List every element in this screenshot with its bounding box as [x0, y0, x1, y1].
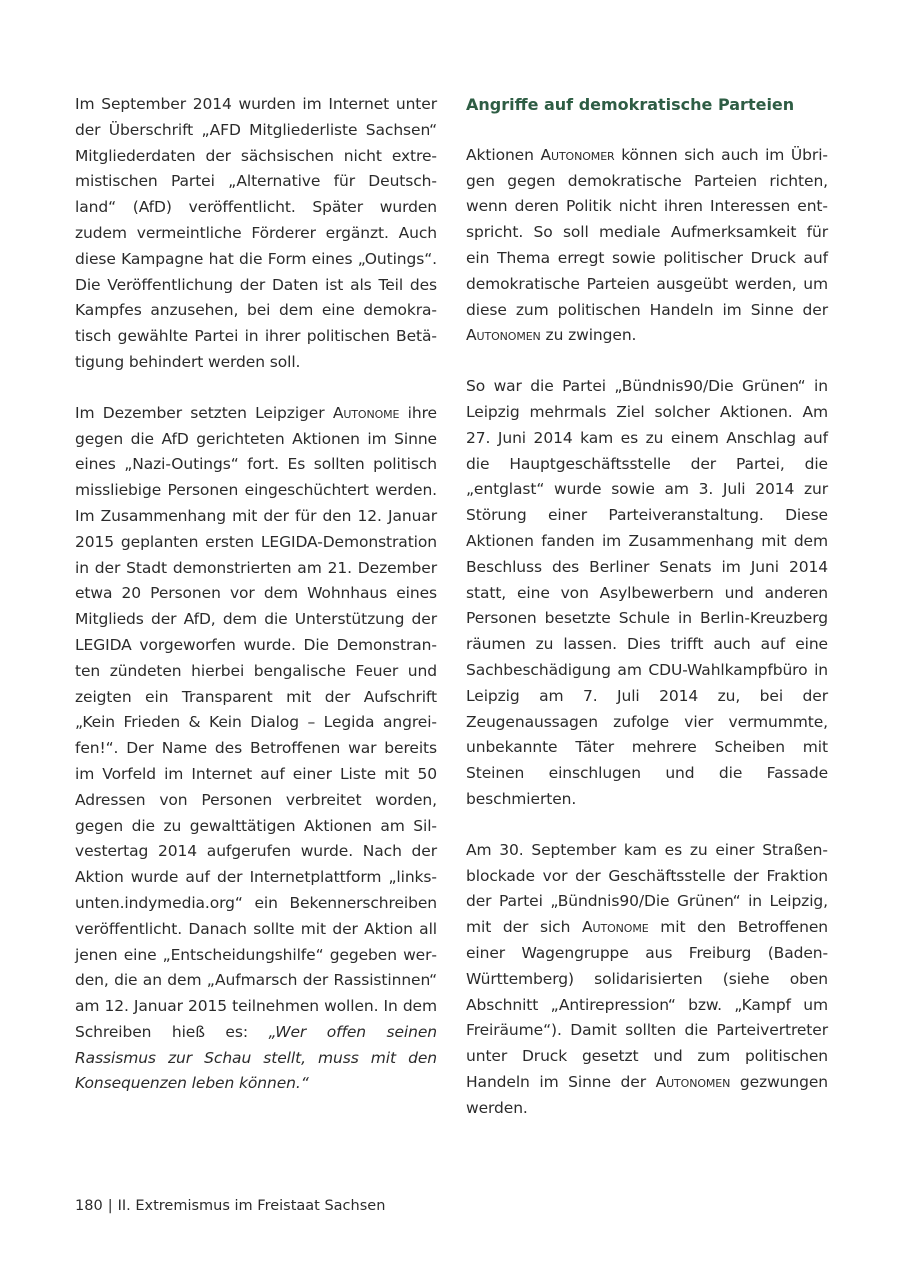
- paragraph-road-blockade: [466, 838, 828, 1122]
- term-autonomer: Autonomer: [540, 145, 615, 164]
- text-segment: Im Dezember setzten Leipziger: [75, 403, 333, 422]
- paragraph-gruene-leipzig: So war die Partei „Bündnis90/Die Grünen“ in Leipzig mehrmals Ziel solcher Aktionen. Am 27. Juni 2014 kam es zu einem Anschlag auf die Hauptgeschäftsstelle der Partei, die „entglast“ wurde sowie am 3. Juli 2014 zur Störung einer Parteiveranstaltung. Diese Aktionen fanden im Zusammenhang mit dem Beschluss des Berliner Senats im Juni 2014 statt, eine von Asylbewerbern und anderen Personen besetzte Schule in Berlin-Kreuzberg räumen zu lassen. Dies trifft auch auf eine Sachbeschädigung am CDU-Wahlkampfbüro in Leipzig am 7. Juli 2014 zu, bei der Zeugenaussagen zufolge vier vermummte, unbekannte Täter mehrere Scheiben mit Steinen einschlugen und die Fassade beschmierten.: [466, 377, 828, 808]
- footer-separator: |: [107, 1198, 113, 1214]
- text-segment: ihre gegen die AfD gerichteten Aktionen im Sinne eines „Nazi-Outings“ fort. Es sollten politisch missliebige Personen eingeschüchtert werden. Im Zusammenhang mit der für den 12. Januar 2015 geplanten ersten LEGIDA-Demonstration in der Stadt demonstrierten am 21. Dezember etwa 20 Personen vor dem Wohnhaus eines Mitglieds der AfD, dem die Unterstützung der LEGIDA vorgeworfen wurde. Die Demonstranten zündeten hierbei bengalische Feuer und zeigten ein Transparent mit der Aufschrift „Kein Frieden & Kein Dialog – Legida angreifen!“. Der Name des Betroffenen war bereits im Vorfeld im Internet auf einer Liste mit 50 Adressen von Personen verbreitet worden, gegen die zu gewalttätigen Aktionen am Silvestertag 2014 aufgerufen wurde. Nach der Aktion wurde auf der Internetplattform „linksunten.indymedia.org“ ein Bekennerschreiben veröffentlicht. Danach sollte mit der Aktion all jenen eine „Entscheidungshilfe“ gegeben werden, die an dem „Aufmarsch der Rassistinnen“ am 12. Januar 2015 teilnehmen wollen. In dem Schreiben hieß es:: [75, 403, 437, 1041]
- text-segment: Aktionen: [466, 145, 541, 164]
- paragraph-actions-against-parties: [466, 143, 828, 349]
- text-segment: mit den Betroffenen einer Wagengruppe aus Freiburg (Baden-Württemberg) solidarisierten (siehe oben Abschnitt „Antirepression“ bzw. „Kampf um Freiräume“). Damit sollten die Parteivertreter unter Druck gesetzt und zum politischen Handeln im Sinne der: [466, 918, 828, 1091]
- text-segment: zu zwingen.: [540, 326, 637, 345]
- paragraph-december-actions: [75, 401, 437, 1098]
- right-column: [466, 92, 828, 1146]
- term-autonome: Autonome: [582, 918, 649, 937]
- text-segment: gezwungen werden.: [466, 1072, 828, 1117]
- section-heading: Angriffe auf demokratische Parteien: [466, 95, 795, 114]
- page-number: 180: [75, 1198, 103, 1214]
- text-segment: Am 30. September kam es zu einer Straßenblockade vor der Geschäftsstelle der Fraktion der Partei „Bündnis90/Die Grünen“ in Leipzig, mit der sich: [466, 840, 828, 937]
- quote-italic: „Wer offen seinen Rassismus zur Schau stellt, muss mit den Konsequenzen leben können.“: [75, 1022, 437, 1093]
- term-autonomen: Autonomen: [655, 1072, 731, 1091]
- left-column: [75, 92, 437, 1122]
- term-autonome: Autonome: [332, 403, 400, 422]
- paragraph-afd-member-list: Im September 2014 wurden im Internet unter der Überschrift „AFD Mitgliederliste Sachsen“ Mitgliederdaten der sächsischen nicht extremistischen Partei „Alternative für Deutschland“ (AfD) veröffentlicht. Später wurden zudem vermeintliche Förderer ergänzt. Auch diese Kampagne hat die Form eines „Outings“. Die Veröffentlichung der Daten ist als Teil des Kampfes anzusehen, bei dem eine demokratisch gewählte Partei in ihrer politischen Betätigung behindert werden soll.: [75, 95, 437, 371]
- term-autonomen: Autonomen: [466, 326, 541, 345]
- text-segment: können sich auch im Übrigen gegen demokratische Parteien richten, wenn deren Politik nicht ihren Interessen entspricht. So soll mediale Aufmerksamkeit für ein Thema erregt sowie politischer Druck auf demokratische Parteien ausgeübt werden, um diese zum politischen Handeln im Sinne der: [466, 145, 828, 319]
- footer-section-title: II. Extremismus im Freistaat Sachsen: [117, 1198, 386, 1214]
- page-footer: [75, 1198, 385, 1214]
